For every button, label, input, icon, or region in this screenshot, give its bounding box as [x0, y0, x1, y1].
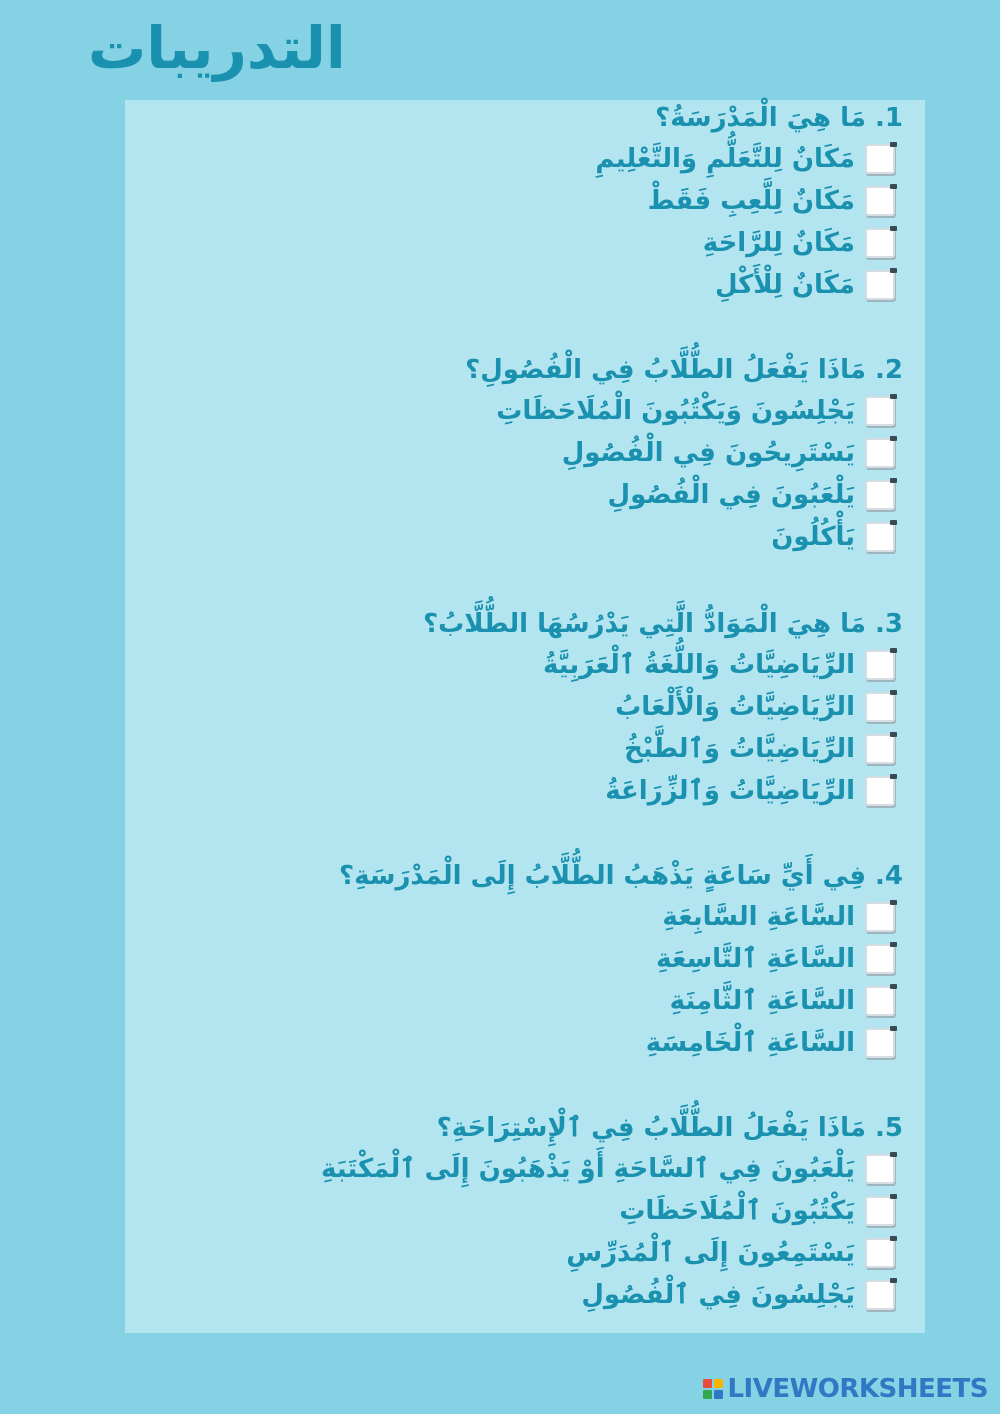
question-1	[243, 98, 903, 306]
checkbox-icon[interactable]	[865, 1154, 895, 1184]
checkbox-icon[interactable]	[865, 522, 895, 552]
question-1-option-4[interactable]	[243, 264, 903, 306]
option-label: يَأْكُلُونَ	[771, 522, 855, 552]
question-3-option-1[interactable]	[243, 644, 903, 686]
question-5-option-4[interactable]	[243, 1274, 903, 1316]
question-4-option-1[interactable]	[243, 896, 903, 938]
option-label: مَكَانٌ لِلْأَكْلِ	[714, 270, 855, 300]
option-label: يَكْتُبُونَ ٱلْمُلَاحَظَاتِ	[619, 1196, 855, 1226]
question-1-option-3[interactable]	[243, 222, 903, 264]
checkbox-icon[interactable]	[865, 1280, 895, 1310]
option-label: الرِّيَاضِيَّاتُ وَٱلزِّرَاعَةُ	[605, 776, 855, 806]
checkbox-icon[interactable]	[865, 944, 895, 974]
question-2-label: 2. مَاذَا يَفْعَلُ الطُّلَّابُ فِي الْفُصُولِ؟	[465, 355, 903, 385]
option-label: يَلْعَبُونَ فِي ٱلسَّاحَةِ أَوْ يَذْهَبُونَ إِلَى ٱلْمَكْتَبَةِ	[320, 1154, 855, 1184]
question-4	[243, 856, 903, 1064]
question-2-option-2[interactable]	[243, 432, 903, 474]
option-label: الرِّيَاضِيَّاتُ وَاللُّغَةُ ٱلْعَرَبِيَّةُ	[543, 650, 855, 680]
question-2-option-1[interactable]	[243, 390, 903, 432]
option-label: يَجْلِسُونَ فِي ٱلْفُصُولِ	[581, 1280, 855, 1310]
question-5-option-1[interactable]	[243, 1148, 903, 1190]
question-5-option-3[interactable]	[243, 1232, 903, 1274]
question-3-option-2[interactable]	[243, 686, 903, 728]
option-label: مَكَانٌ لِلرَّاحَةِ	[702, 228, 855, 258]
question-3-label: 3. مَا هِيَ الْمَوَادُّ الَّتِي يَدْرُسُهَا الطُّلَّابُ؟	[423, 609, 903, 639]
checkbox-icon[interactable]	[865, 228, 895, 258]
checkbox-icon[interactable]	[865, 144, 895, 174]
checkbox-icon[interactable]	[865, 692, 895, 722]
question-4-option-2[interactable]	[243, 938, 903, 980]
question-5	[243, 1108, 903, 1316]
option-label: يَسْتَمِعُونَ إِلَى ٱلْمُدَرِّسِ	[566, 1238, 855, 1268]
option-label: السَّاعَةِ ٱلثَّامِنَةِ	[669, 986, 855, 1016]
checkbox-icon[interactable]	[865, 186, 895, 216]
question-5-label: 5. مَاذَا يَفْعَلُ الطُّلَّابُ فِي ٱلْإِسْتِرَاحَةِ؟	[436, 1113, 903, 1143]
question-3-option-4[interactable]	[243, 770, 903, 812]
checkbox-icon[interactable]	[865, 270, 895, 300]
option-label: يَلْعَبُونَ فِي الْفُصُولِ	[607, 480, 855, 510]
checkbox-icon[interactable]	[865, 1196, 895, 1226]
checkbox-icon[interactable]	[865, 902, 895, 932]
brand-name: LIVEWORKSHEETS	[727, 1374, 988, 1404]
checkbox-icon[interactable]	[865, 480, 895, 510]
question-2	[243, 350, 903, 558]
liveworksheets-logo	[703, 1374, 988, 1404]
question-1-option-2[interactable]	[243, 180, 903, 222]
option-label: يَسْتَرِيحُونَ فِي الْفُصُولِ	[561, 438, 855, 468]
checkbox-icon[interactable]	[865, 650, 895, 680]
question-4-option-3[interactable]	[243, 980, 903, 1022]
option-label: يَجْلِسُونَ وَيَكْتُبُونَ الْمُلَاحَظَاتِ	[496, 396, 855, 426]
checkbox-icon[interactable]	[865, 776, 895, 806]
checkbox-icon[interactable]	[865, 1028, 895, 1058]
option-label: السَّاعَةِ ٱلْخَامِسَةِ	[645, 1028, 855, 1058]
question-2-option-3[interactable]	[243, 474, 903, 516]
checkbox-icon[interactable]	[865, 986, 895, 1016]
option-label: السَّاعَةِ ٱلتَّاسِعَةِ	[656, 944, 855, 974]
liveworksheets-logo-icon	[703, 1379, 723, 1399]
question-3-option-3[interactable]	[243, 728, 903, 770]
checkbox-icon[interactable]	[865, 734, 895, 764]
option-label: الرِّيَاضِيَّاتُ وَٱلطَّبْخُ	[624, 734, 855, 764]
question-5-option-2[interactable]	[243, 1190, 903, 1232]
question-4-label: 4. فِي أَيِّ سَاعَةٍ يَذْهَبُ الطُّلَّابُ إِلَى الْمَدْرَسَةِ؟	[339, 861, 903, 891]
option-label: الرِّيَاضِيَّاتُ وَالْأَلْعَابُ	[615, 692, 855, 722]
option-label: السَّاعَةِ السَّابِعَةِ	[662, 902, 855, 932]
question-3	[243, 604, 903, 812]
page-title: التدريبات	[88, 14, 346, 82]
checkbox-icon[interactable]	[865, 1238, 895, 1268]
option-label: مَكَانٌ لِلتَّعَلُّمِ وَالتَّعْلِيمِ	[595, 144, 855, 174]
question-2-option-4[interactable]	[243, 516, 903, 558]
question-1-label: 1. مَا هِيَ الْمَدْرَسَةُ؟	[655, 103, 903, 133]
option-label: مَكَانٌ لِلَّعِبِ فَقَطْ	[647, 186, 855, 216]
question-1-option-1[interactable]	[243, 138, 903, 180]
checkbox-icon[interactable]	[865, 396, 895, 426]
checkbox-icon[interactable]	[865, 438, 895, 468]
question-4-option-4[interactable]	[243, 1022, 903, 1064]
